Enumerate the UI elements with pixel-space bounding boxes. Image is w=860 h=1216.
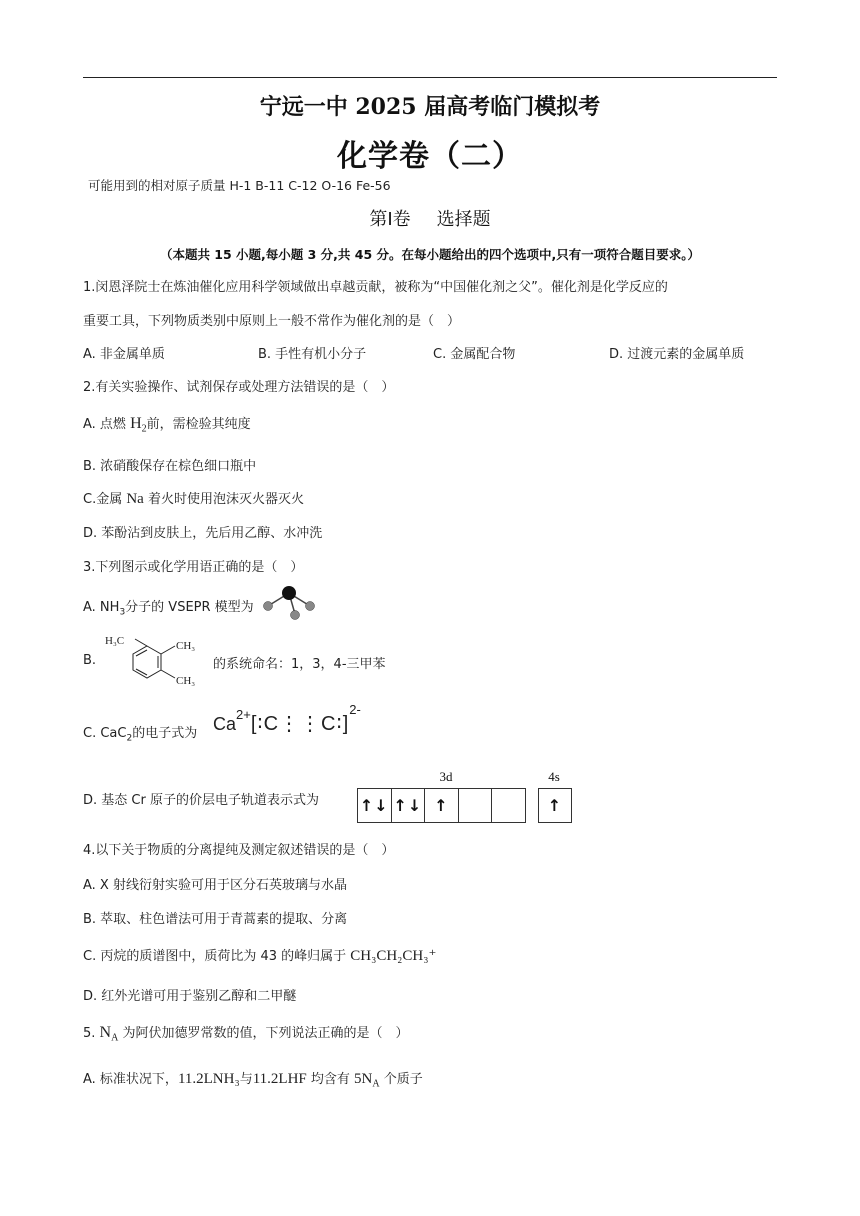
orbital-3d-boxes [357,788,525,823]
orbital-box: ↑↓ [391,788,426,823]
q5-stem: 5. $N_A$ 为阿伏加德罗常数的值，下列说法正确的是（ ） [83,1024,409,1044]
q2-option-a: A. 点燃 $H_2$前，需检验其纯度 [83,415,251,435]
vsepr-model-image [258,584,320,624]
q1-option-a: A. 非金属单质 [83,347,165,362]
atomic-masses: 可能用到的相对原子质量 H-1 B-11 C-12 O-16 Fe-56 [88,178,391,193]
section-instructions: （本题共 15 小题,每小题 3 分,共 45 分。在每小题给出的四个选项中,只有一项符合题目要求。） [159,247,701,262]
orbital-3d-label: 3d [439,769,453,784]
orbital-box [458,788,493,823]
q1-option-c: C. 金属配合物 [433,347,516,362]
orbital-box: ↑↓ [357,788,392,823]
q2-stem: 2.有关实验操作、试剂保存或处理方法错误的是（ ） [83,380,395,395]
q2-option-b: B. 浓硝酸保存在棕色细口瓶中 [83,459,257,474]
section-heading [0,205,860,231]
q1-option-d: D. 过渡元素的金属单质 [609,347,745,362]
q5-option-a: A. 标准状况下，11.2LNH₃与11.2LHF 均含有 $5N_A$ 个质子 [83,1071,423,1090]
q3-option-d: D. 基态 Cr 原子的价层电子轨道表示式为 [83,793,319,808]
orbital-4s-boxes [538,788,572,823]
section-part: 第Ⅰ卷 [369,209,411,230]
orbital-4s-label: 4s [548,769,560,784]
q2-option-d: D. 苯酚沾到皮肤上，先后用乙醇、水冲洗 [83,526,323,541]
orbital-box: ↑ [424,788,459,823]
section-name: 选择题 [436,209,491,230]
trimethylbenzene-structure [103,632,213,688]
q4-option-a: A. X 射线衍射实验可用于区分石英玻璃与水晶 [83,878,347,893]
ch3-label-1: CH₃ [176,640,196,652]
q3-stem: 3.下列图示或化学用语正确的是（ ） [83,560,304,575]
q3-option-a: A. $NH_3$分子的 VSEPR 模型为 [83,600,254,618]
q4-option-d: D. 红外光谱可用于鉴别乙醇和二甲醚 [83,989,297,1004]
q3-option-c: C. CaC$_2$的电子式为 [83,726,198,744]
cac2-electron-formula: $Ca^{2+}[∶C⋮⋮C∶]^{2-}$ [213,702,361,735]
subject-title: 化学卷（二） [337,139,523,174]
q1-line1: 1.闵恩泽院士在炼油催化应用科学领域做出卓越贡献，被称为“中国催化剂之父”。催化剂是化学反应的 [83,280,668,295]
orbital-box: ↑ [538,788,572,823]
top-rule [83,77,777,78]
q4-option-b: B. 萃取、柱色谱法可用于青蒿素的提取、分离 [83,912,348,927]
q2-option-c: C.金属 Na 着火时使用泡沫灭火器灭火 [83,491,304,507]
orbital-box [491,788,526,823]
q1-option-b: B. 手性有机小分子 [258,347,367,362]
q3-option-b-label: B. [83,653,97,668]
ch3-label-2: CH₃ [176,675,196,687]
q3-option-b-text: 的系统命名：1，3，4-三甲苯 [213,657,386,672]
school-title: 宁远一中 2025 届高考临门模拟考 [259,94,601,120]
q4-option-c: C. 丙烷的质谱图中，质荷比为 43 的峰归属于 CH₃CH₂CH₃⁺ [83,948,437,964]
h3c-label: H₃C [105,635,125,647]
q4-stem: 4.以下关于物质的分离提纯及测定叙述错误的是（ ） [83,843,395,858]
q1-line2: 重要工具，下列物质类别中原则上一般不常作为催化剂的是（ ） [83,314,461,329]
